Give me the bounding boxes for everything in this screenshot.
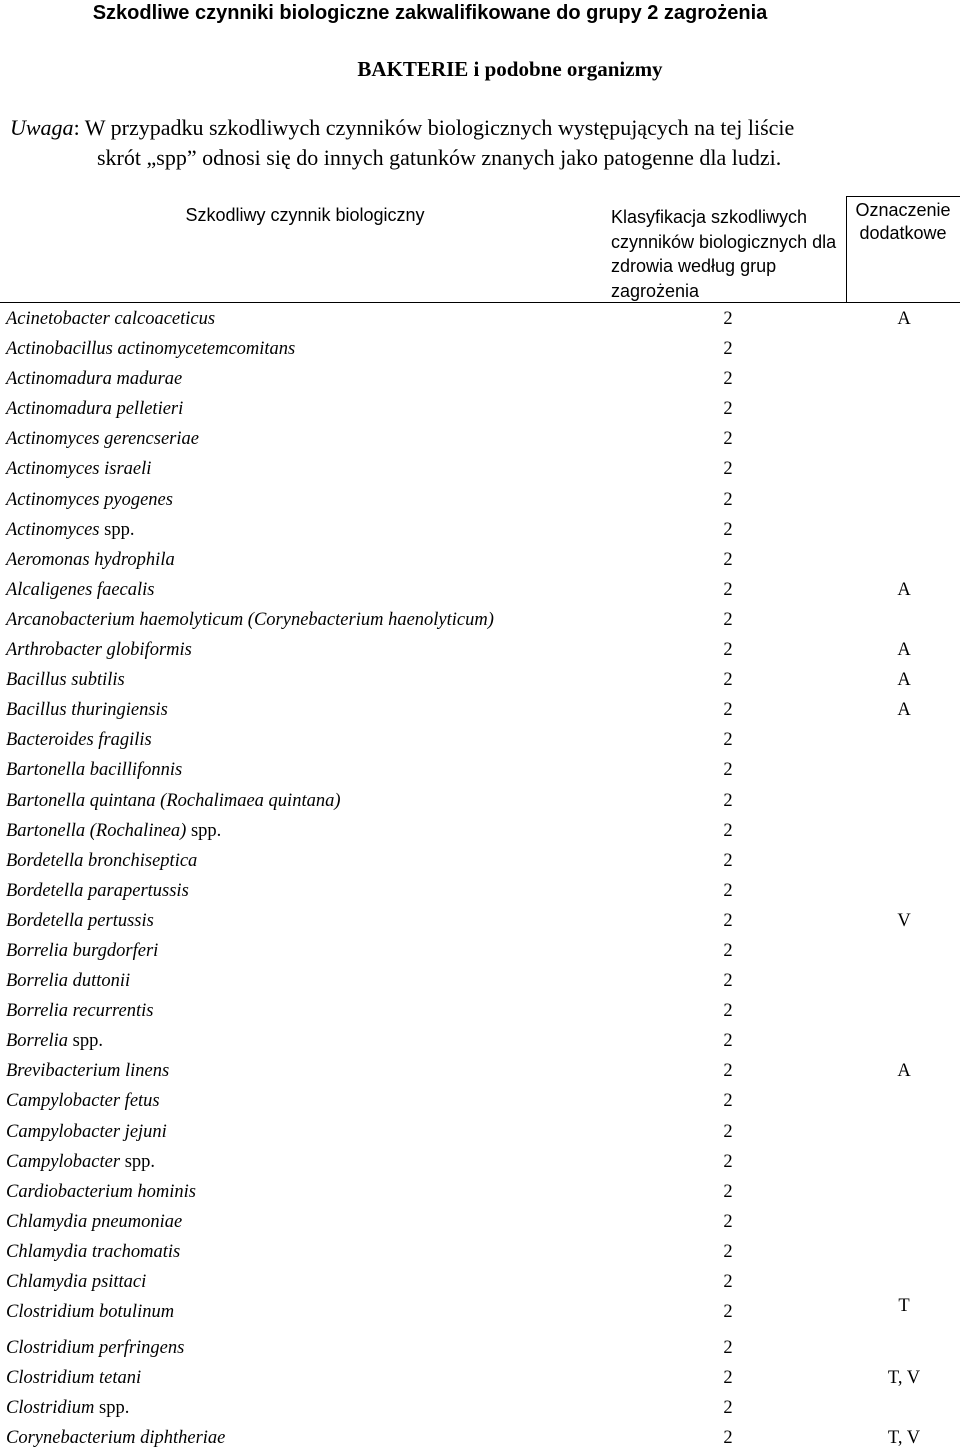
agent-name (6, 1212, 182, 1233)
header-agent: Szkodliwy czynnik biologiczny (185, 205, 425, 225)
risk-group: 2 (723, 489, 733, 510)
risk-group: 2 (723, 1031, 733, 1052)
agent-name (6, 1338, 184, 1359)
agent-name (6, 580, 154, 601)
risk-group: 2 (723, 820, 733, 841)
risk-group: 2 (723, 1061, 733, 1082)
agent-name (6, 459, 151, 480)
note-label: Uwaga (10, 115, 74, 140)
additional-marker: A (897, 309, 911, 329)
agent-name (6, 851, 197, 872)
risk-group: 2 (723, 429, 733, 450)
table-row (0, 1298, 960, 1334)
risk-group: 2 (723, 670, 733, 691)
risk-group: 2 (723, 459, 733, 480)
table-row (0, 666, 960, 696)
page-title: Szkodliwe czynniki biologiczne zakwalifikowane do grupy 2 zagrożenia (92, 2, 768, 24)
table-row (0, 395, 960, 425)
table-row (0, 335, 960, 365)
risk-group: 2 (723, 640, 733, 661)
table-row (0, 967, 960, 997)
table-body (0, 305, 960, 1454)
agent-name-text: Aeromonas hydrophila (6, 549, 175, 570)
agent-name-text: Cardiobacterium hominis (6, 1181, 196, 1202)
table-row (0, 756, 960, 786)
agent-name-text: Chlamydia pneumoniae (6, 1211, 183, 1232)
table-row (0, 1118, 960, 1148)
table-row (0, 907, 960, 937)
table-row (0, 546, 960, 576)
table-row (0, 937, 960, 967)
spp-suffix: spp. (99, 1398, 130, 1419)
agent-name (6, 1272, 146, 1293)
risk-group: 2 (723, 1151, 733, 1172)
table-row (0, 365, 960, 395)
risk-group: 2 (723, 760, 733, 781)
risk-group: 2 (723, 700, 733, 721)
agent-name-text: Actinomyces (6, 519, 105, 540)
additional-marker: A (897, 670, 911, 691)
header-classification: Klasyfikacja szkodliwych czynników biologicznych dla zdrowia według grup zagrożenia (611, 207, 837, 301)
agent-name-text: Campylobacter (6, 1151, 125, 1172)
risk-group: 2 (723, 309, 733, 329)
section-subtitle: BAKTERIE i podobne organizmy (357, 57, 663, 81)
agent-name (6, 670, 125, 691)
table-row (0, 696, 960, 726)
risk-group: 2 (723, 1211, 733, 1232)
agent-name-text: Chlamydia trachomatis (6, 1241, 181, 1262)
agent-name-text: Actinomyces pyogenes (6, 489, 173, 510)
agent-name (6, 911, 154, 932)
note-paragraph (10, 113, 950, 173)
table-row (0, 636, 960, 666)
risk-group: 2 (723, 1181, 733, 1202)
table-row (0, 787, 960, 817)
agent-name-text: Clostridium botulinum (6, 1302, 175, 1323)
risk-group: 2 (723, 339, 733, 360)
note-line-2: skrót „spp” odnosi się do innych gatunków znanych jako patogenne dla ludzi. (97, 145, 782, 170)
additional-marker: T (898, 1296, 910, 1317)
agent-name-text: Bordetella pertussis (6, 910, 154, 931)
agent-name (6, 339, 295, 360)
table-row (0, 817, 960, 847)
risk-group: 2 (723, 1398, 733, 1419)
agent-name (6, 640, 192, 661)
spp-suffix: spp. (104, 519, 135, 540)
agent-name-text: Actinobacillus actinomycetemcomitans (6, 339, 296, 360)
agent-name (6, 821, 221, 842)
additional-marker: A (897, 640, 911, 661)
additional-marker: T, V (887, 1428, 921, 1449)
risk-group: 2 (723, 519, 733, 540)
agent-name (6, 1061, 169, 1082)
table-row (0, 1057, 960, 1087)
table-row (0, 1334, 960, 1364)
spp-suffix: spp. (124, 1151, 156, 1172)
header-top-rule (846, 196, 960, 197)
risk-group: 2 (723, 1428, 733, 1449)
table-row (0, 305, 960, 335)
agent-name-text: Borrelia recurrentis (6, 1001, 154, 1022)
risk-group: 2 (723, 730, 733, 751)
agent-name (6, 309, 215, 330)
table-row (0, 1364, 960, 1394)
risk-group: 2 (723, 399, 733, 420)
additional-marker: A (897, 579, 911, 600)
risk-group: 2 (723, 1368, 733, 1389)
agent-name-text: Bacillus subtilis (6, 670, 125, 691)
table-row (0, 576, 960, 606)
agent-name-text: Actinomadura pelletieri (6, 399, 184, 420)
agent-name (6, 971, 130, 992)
risk-group: 2 (723, 880, 733, 901)
agent-name-text: Acinetobacter calcoaceticus (6, 309, 216, 329)
agent-name (6, 1398, 129, 1419)
agent-name-text: Borrelia (6, 1031, 73, 1052)
agent-name-text: Bartonella bacillifonnis (6, 760, 183, 781)
risk-group: 2 (723, 971, 733, 992)
note-line-1: : W przypadku szkodliwych czynników biologicznych występujących na tej liście (73, 115, 795, 140)
agent-name-text: Borrelia burgdorferi (6, 940, 159, 961)
agent-name (6, 1031, 103, 1052)
agent-name (6, 1182, 196, 1203)
table-row (0, 1087, 960, 1117)
table-row (0, 486, 960, 516)
additional-marker: A (897, 700, 911, 721)
table-row (0, 1394, 960, 1424)
agent-name-text: Corynebacterium diphtheriae (6, 1428, 226, 1449)
agent-name-text: Borrelia duttonii (6, 971, 131, 992)
table-row (0, 1424, 960, 1454)
risk-group: 2 (723, 1241, 733, 1262)
agent-name-text: Actinomyces israeli (6, 459, 152, 480)
table-row (0, 877, 960, 907)
table-row (0, 425, 960, 455)
agent-name (6, 941, 158, 962)
agent-name (6, 369, 182, 390)
risk-group: 2 (723, 850, 733, 871)
risk-group: 2 (723, 1001, 733, 1022)
agent-name-text: Clostridium (6, 1398, 100, 1419)
table-row (0, 847, 960, 877)
agent-name (6, 1152, 155, 1173)
risk-group: 2 (723, 1091, 733, 1112)
table-row (0, 1208, 960, 1238)
spp-suffix: spp. (72, 1031, 103, 1052)
additional-marker: V (897, 910, 911, 931)
risk-group: 2 (723, 549, 733, 570)
table-row (0, 997, 960, 1027)
agent-name-text: Arcanobacterium haemolyticum (Corynebacterium haenolyticum) (6, 609, 494, 630)
agent-name-text: Actinomyces gerencseriae (6, 429, 199, 450)
risk-group: 2 (723, 1338, 733, 1359)
agent-name-text: Bacteroides fragilis (6, 730, 152, 751)
table-row (0, 1238, 960, 1268)
table-row (0, 516, 960, 546)
risk-group: 2 (723, 1121, 733, 1142)
header-additional: Oznaczenie dodatkowe (855, 200, 951, 243)
agent-name (6, 1122, 167, 1143)
agent-name-text: Clostridium perfringens (6, 1338, 185, 1359)
agent-name-text: Alcaligenes faecalis (6, 579, 155, 600)
risk-group: 2 (723, 1272, 733, 1292)
agent-name-text: Bordetella parapertussis (6, 880, 189, 901)
agent-name-text: Brevibacterium linens (6, 1061, 170, 1082)
agent-name (6, 700, 168, 721)
additional-marker: T, V (887, 1368, 921, 1389)
agent-name (6, 550, 175, 571)
agent-name (6, 1242, 180, 1263)
table-row (0, 1268, 960, 1298)
agent-name (6, 399, 183, 420)
agent-name-text: Arthrobacter globiformis (6, 640, 192, 661)
agent-name (6, 791, 341, 812)
additional-marker: A (897, 1061, 911, 1082)
agent-name (6, 1428, 225, 1449)
agent-name (6, 490, 173, 511)
agent-name (6, 1091, 160, 1112)
agent-name-text: Bartonella (Rochalinea) (6, 820, 191, 841)
table-row (0, 726, 960, 756)
risk-group: 2 (723, 910, 733, 931)
agent-name (6, 760, 182, 781)
risk-group: 2 (723, 369, 733, 390)
table-row (0, 1148, 960, 1178)
risk-group: 2 (723, 940, 733, 961)
agent-name-text: Campylobacter jejuni (6, 1121, 167, 1142)
agent-name (6, 1001, 153, 1022)
agent-name-text: Bartonella quintana (Rochalimaea quintana) (6, 790, 341, 811)
agent-name-text: Actinomadura madurae (6, 369, 183, 390)
agent-name (6, 1368, 141, 1389)
spp-suffix: spp. (190, 820, 222, 841)
risk-group: 2 (723, 790, 733, 811)
risk-group: 2 (723, 609, 733, 630)
table-row (0, 606, 960, 636)
header-column-divider (846, 196, 847, 302)
agent-name-text: Chlamydia psittaci (6, 1272, 147, 1292)
table-row (0, 1178, 960, 1208)
risk-group: 2 (723, 579, 733, 600)
agent-name (6, 730, 152, 751)
table-row (0, 455, 960, 485)
agent-name (6, 520, 134, 541)
agent-name (6, 429, 199, 450)
agent-name-text: Bacillus thuringiensis (6, 700, 168, 721)
risk-group: 2 (723, 1302, 733, 1323)
agent-name-text: Clostridium tetani (6, 1368, 142, 1389)
table-row (0, 1027, 960, 1057)
agent-name (6, 881, 189, 902)
agent-name-text: Campylobacter fetus (6, 1091, 160, 1112)
agent-name (6, 1302, 174, 1323)
agent-name-text: Bordetella bronchiseptica (6, 850, 198, 871)
agent-name (6, 610, 494, 631)
